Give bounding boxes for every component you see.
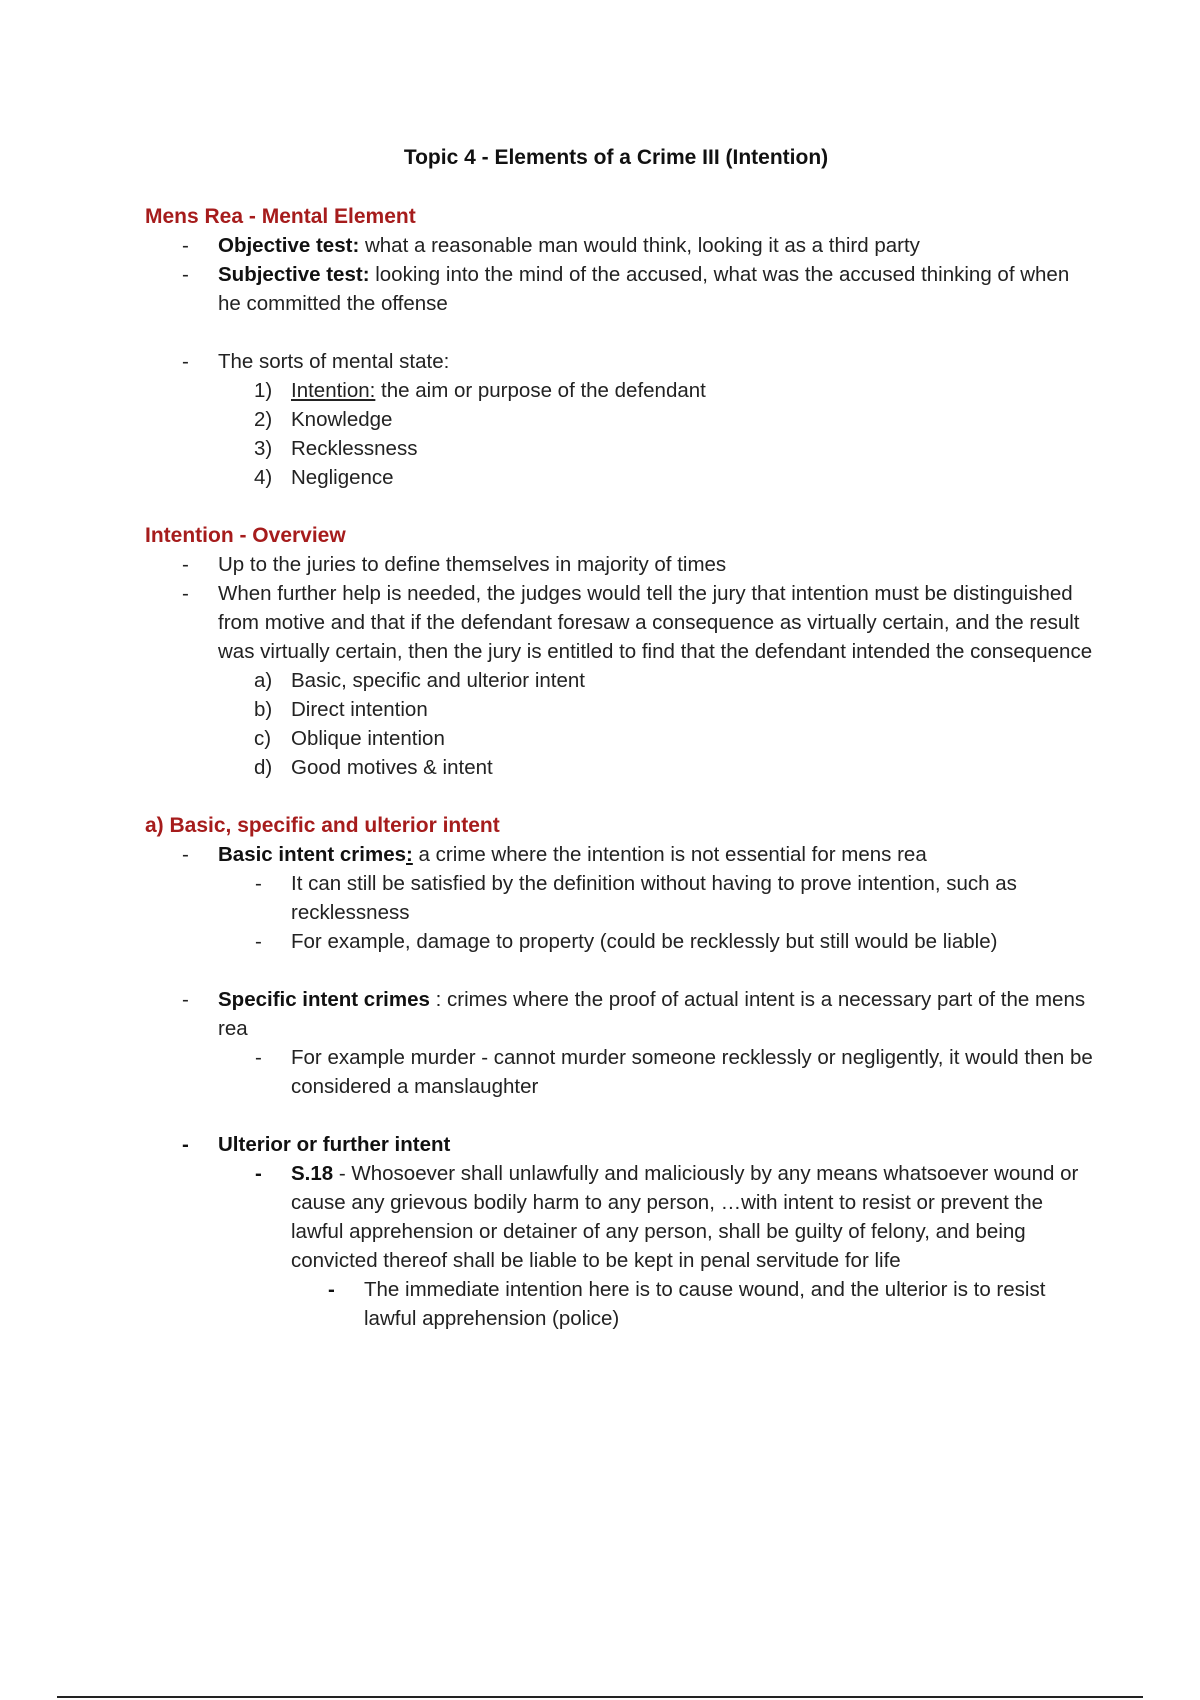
section-heading-mens-rea: Mens Rea - Mental Element [145, 205, 416, 228]
list-number: 2) [254, 408, 273, 431]
list-item [145, 985, 1095, 1101]
specific-intent-label: Specific intent crimes [218, 988, 430, 1011]
page-title: Topic 4 - Elements of a Crime III (Intention) [403, 146, 829, 169]
bullet-dash: - [255, 930, 262, 953]
list-item [145, 840, 1095, 956]
bullet-dash: - [182, 843, 189, 866]
specific-intent-text: : crimes where the proof of actual intent is a necessary part of the mens rea [218, 988, 1086, 1040]
objective-test-label: Objective test: [218, 234, 360, 257]
sorts-of-mental-state-text: The sorts of mental state: [218, 350, 450, 373]
s18-label: S.18 [291, 1162, 334, 1185]
objective-test-text: what a reasonable man would think, looking it as a third party [359, 234, 920, 257]
list-item [145, 666, 1095, 695]
bullet-dash: - [255, 1162, 262, 1185]
list-item-text: For example murder - cannot murder someone recklessly or negligently, it would then be considered a manslaughter [291, 1046, 1093, 1098]
list-item [218, 927, 1095, 956]
overview-list [145, 550, 1095, 782]
s18-sublist [291, 1275, 1095, 1333]
list-letter: a) [254, 669, 273, 692]
section-heading-basic-specific-ulterior: a) Basic, specific and ulterior intent [145, 814, 500, 837]
specific-intent-sublist [218, 1043, 1095, 1101]
list-item [145, 376, 1095, 405]
list-item [145, 753, 1095, 782]
list-item [218, 1043, 1095, 1101]
list-item [145, 695, 1095, 724]
basic-intent-colon: : [406, 843, 413, 866]
list-number: 1) [254, 379, 273, 402]
list-item [145, 724, 1095, 753]
bullet-dash: - [182, 582, 189, 605]
list-item [218, 1159, 1095, 1333]
bullet-dash: - [255, 1046, 262, 1069]
s18-text: - Whosoever shall unlawfully and maliciously by any means whatsoever wound or cause any grievous bodily harm to any person, …with intent to resist or prevent the lawful apprehension or detainer of any person, shall be guilty of felony, and being convicted thereof shall be liable to be kept in penal servitude for life [291, 1162, 1079, 1272]
list-item [145, 405, 1095, 434]
list-letter: d) [254, 756, 273, 779]
list-item-text: For example, damage to property (could be recklessly but still would be liable) [291, 930, 998, 953]
bullet-dash: - [255, 872, 262, 895]
list-item-text: Basic, specific and ulterior intent [291, 669, 585, 692]
mens-rea-list [145, 231, 1095, 318]
list-item [145, 1130, 1095, 1333]
list-item-text: Oblique intention [291, 727, 445, 750]
bullet-dash: - [182, 553, 189, 576]
subjective-test-text: looking into the mind of the accused, what was the accused thinking of when he committed the offense [218, 263, 1070, 315]
list-item [145, 434, 1095, 463]
list-letter: b) [254, 698, 273, 721]
list-item [218, 869, 1095, 927]
bullet-dash: - [182, 988, 189, 1011]
list-item-text: Negligence [291, 466, 394, 489]
list-item [145, 579, 1095, 782]
ulterior-intent-sublist [218, 1159, 1095, 1333]
ulterior-intent-label: Ulterior or further intent [218, 1133, 451, 1156]
mental-states-numbered-list [145, 376, 1095, 492]
list-item-text: When further help is needed, the judges would tell the jury that intention must be distinguished from motive and that if the defendant foresaw a consequence as virtually certain, and the result was virtually certain, then the jury is entitled to find that the defendant intended the consequence [218, 582, 1093, 663]
list-item [145, 260, 1095, 318]
list-item [145, 463, 1095, 492]
list-item-text: Knowledge [291, 408, 393, 431]
bullet-dash: - [182, 1133, 189, 1156]
list-item-text: Recklessness [291, 437, 418, 460]
bullet-dash: - [182, 234, 189, 257]
list-item-text: Up to the juries to define themselves in majority of times [218, 553, 727, 576]
list-item-text: Good motives & intent [291, 756, 493, 779]
list-item [291, 1275, 1095, 1333]
subjective-test-label: Subjective test: [218, 263, 370, 286]
specific-intent-list [145, 985, 1095, 1101]
list-number: 3) [254, 437, 273, 460]
list-item-text: It can still be satisfied by the definition without having to prove intention, such as recklessness [291, 872, 1017, 924]
list-letter: c) [254, 727, 272, 750]
mental-state-list [145, 347, 1095, 492]
intention-underlined-label: Intention: [291, 379, 376, 402]
basic-intent-text: a crime where the intention is not essential for mens rea [412, 843, 927, 866]
overview-lettered-list [145, 666, 1095, 782]
intention-text: the aim or purpose of the defendant [375, 379, 706, 402]
basic-intent-label: Basic intent crimes [218, 843, 406, 866]
footer-divider [57, 1696, 1143, 1698]
list-number: 4) [254, 466, 273, 489]
basic-intent-sublist [218, 869, 1095, 956]
list-item [145, 231, 1095, 260]
ulterior-intent-list [145, 1130, 1095, 1333]
list-item [145, 347, 1095, 492]
section-heading-intention-overview: Intention - Overview [145, 524, 346, 547]
bullet-dash: - [182, 263, 189, 286]
bullet-dash: - [182, 350, 189, 373]
document-body [145, 202, 1095, 1333]
basic-intent-list [145, 840, 1095, 956]
list-item [145, 550, 1095, 579]
bullet-dash: - [328, 1278, 335, 1301]
list-item-text: Direct intention [291, 698, 428, 721]
list-item-text: The immediate intention here is to cause wound, and the ulterior is to resist lawful apprehension (police) [364, 1278, 1046, 1330]
